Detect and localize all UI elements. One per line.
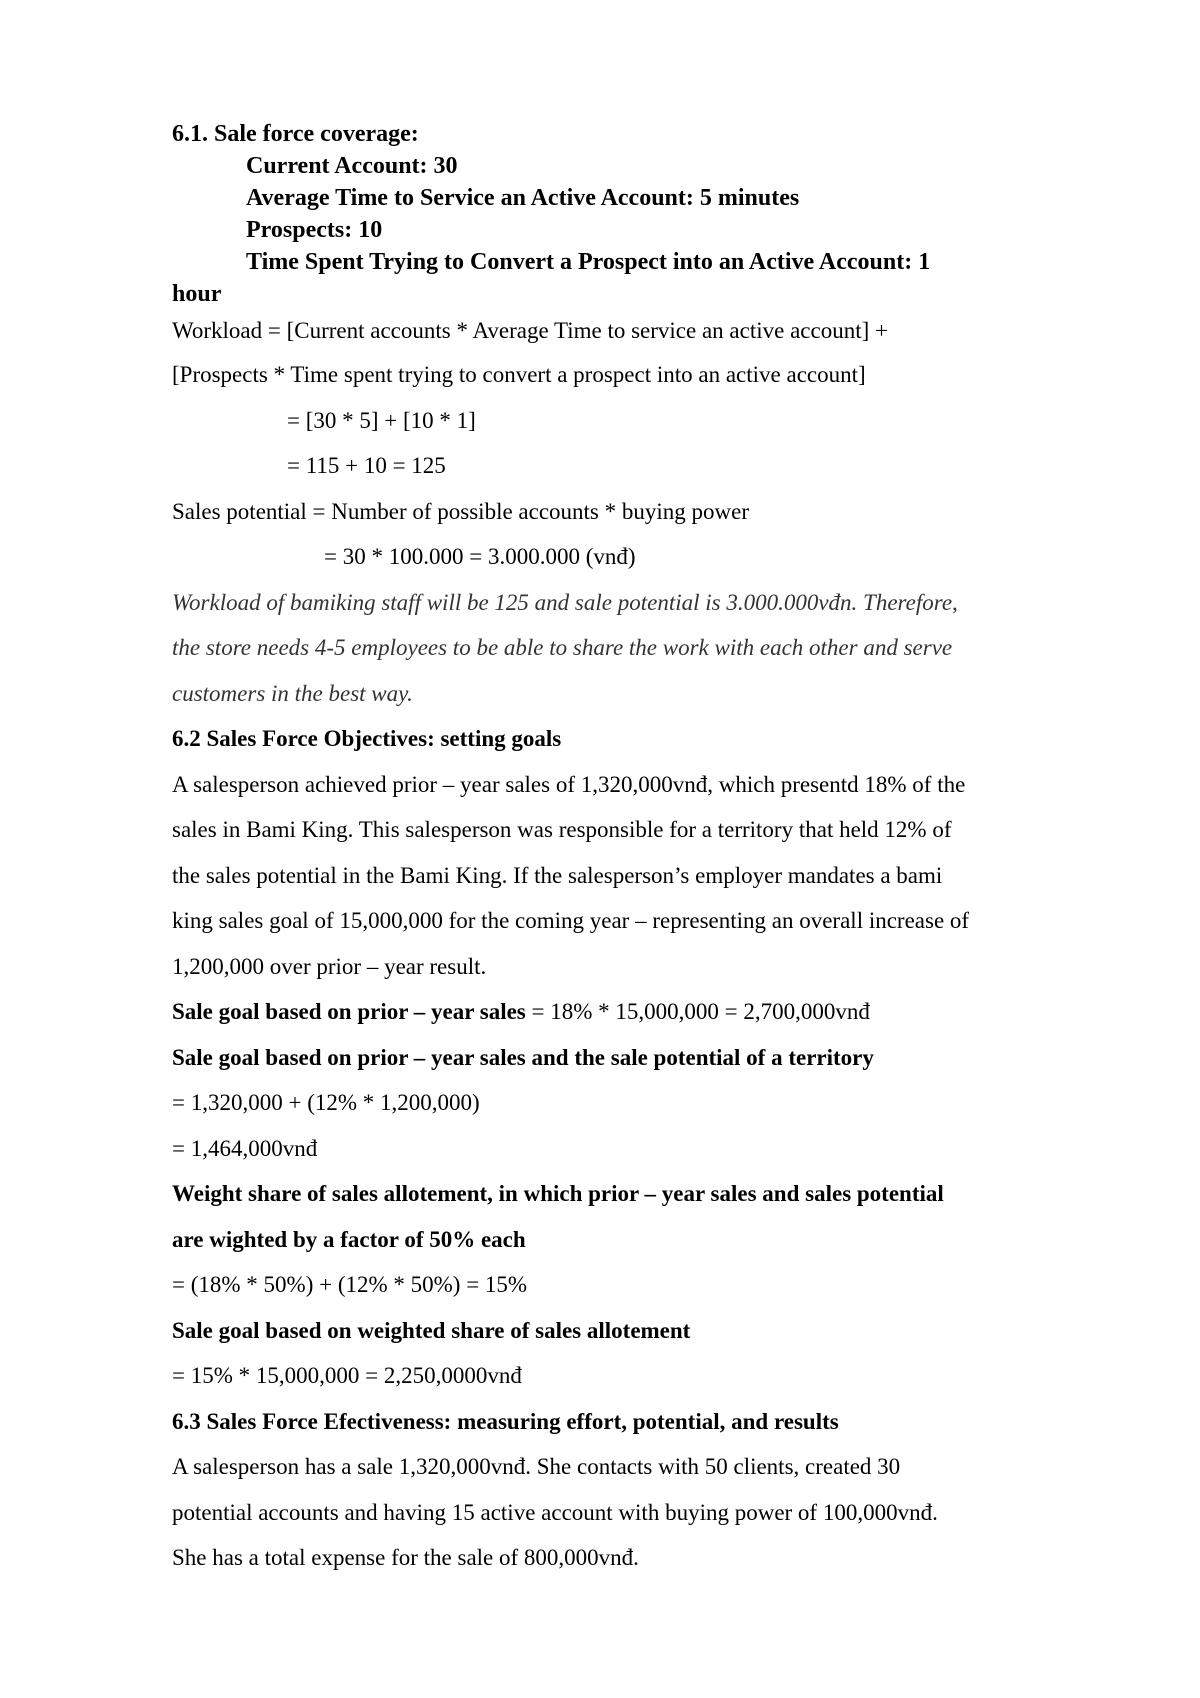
average-time-line: Average Time to Service an Active Account: 5 minutes [246,185,800,211]
goal-territory-label: Sale goal based on prior – year sales and the sale potential of a territory [172,1044,874,1070]
goals-paragraph-line-2: sales in Bami King. This salesperson was responsible for a territory that held 12% of [172,817,952,842]
section-6-2-heading: 6.2 Sales Force Objectives: setting goals [172,726,562,751]
sales-potential-formula: Sales potential = Number of possible accounts * buying power [172,498,749,524]
conclusion-line-1: Workload of bamiking staff will be 125 and sale potential is 3.000.000vđn. Therefore, [172,589,958,615]
weighted-goal-result: = 15% * 15,000,000 = 2,250,0000vnđ [172,1363,522,1388]
goal-territory-calc: = 1,320,000 + (12% * 1,200,000) [172,1090,480,1115]
prospects-line: Prospects: 10 [246,217,383,243]
workload-formula-line-1: Workload = [Current accounts * Average Time to service an active account] + [172,318,888,343]
weighted-goal-label: Sale goal based on weighted share of sales allotement [172,1317,691,1343]
sales-potential-result: = 30 * 100.000 = 3.000.000 (vnđ) [324,544,636,569]
goal-prior-year-value: = 18% * 15,000,000 = 2,700,000vnđ [525,999,870,1024]
time-spent-line-continued: hour [172,281,222,307]
effectiveness-paragraph-line-3: She has a total expense for the sale of 800,000vnđ. [172,1545,639,1570]
goal-territory-result: = 1,464,000vnđ [172,1135,318,1161]
document-body [172,118,1102,1581]
goals-paragraph-line-3: the sales potential in the Bami King. If the salesperson’s employer mandates a bami [172,862,943,888]
goals-paragraph-line-4: king sales goal of 15,000,000 for the coming year – representing an overall increase of [172,908,970,933]
conclusion-line-2: the store needs 4-5 employees to be able to share the work with each other and serve [172,635,953,660]
weight-share-label-line-2: are wighted by a factor of 50% each [172,1226,526,1252]
goals-paragraph-line-5: 1,200,000 over prior – year result. [172,953,487,979]
workload-substitution: = [30 * 5] + [10 * 1] [287,407,476,433]
conclusion-line-3: customers in the best way. [172,680,413,706]
current-account-line: Current Account: 30 [246,153,458,179]
weight-share-label-line-1: Weight share of sales allotement, in which prior – year sales and sales potential [172,1181,944,1206]
effectiveness-paragraph-line-1: A salesperson has a sale 1,320,000vnđ. She contacts with 50 clients, created 30 [172,1454,901,1479]
workload-formula-line-2: [Prospects * Time spent trying to convert a prospect into an active account] [172,362,866,387]
goals-paragraph-line-1: A salesperson achieved prior – year sales of 1,320,000vnđ, which presentd 18% of the [172,771,966,797]
workload-result: = 115 + 10 = 125 [287,453,446,478]
section-6-1-heading: 6.1. Sale force coverage: [172,121,419,147]
goal-prior-year-line [172,989,1102,1035]
time-spent-line: Time Spent Trying to Convert a Prospect into an Active Account: 1 [246,249,931,275]
goal-prior-year-label: Sale goal based on prior – year sales [172,999,526,1024]
section-6-3-heading: 6.3 Sales Force Efectiveness: measuring effort, potential, and results [172,1408,839,1434]
weight-share-result: = (18% * 50%) + (12% * 50%) = 15% [172,1272,528,1297]
effectiveness-paragraph-line-2: potential accounts and having 15 active account with buying power of 100,000vnđ. [172,1499,938,1525]
